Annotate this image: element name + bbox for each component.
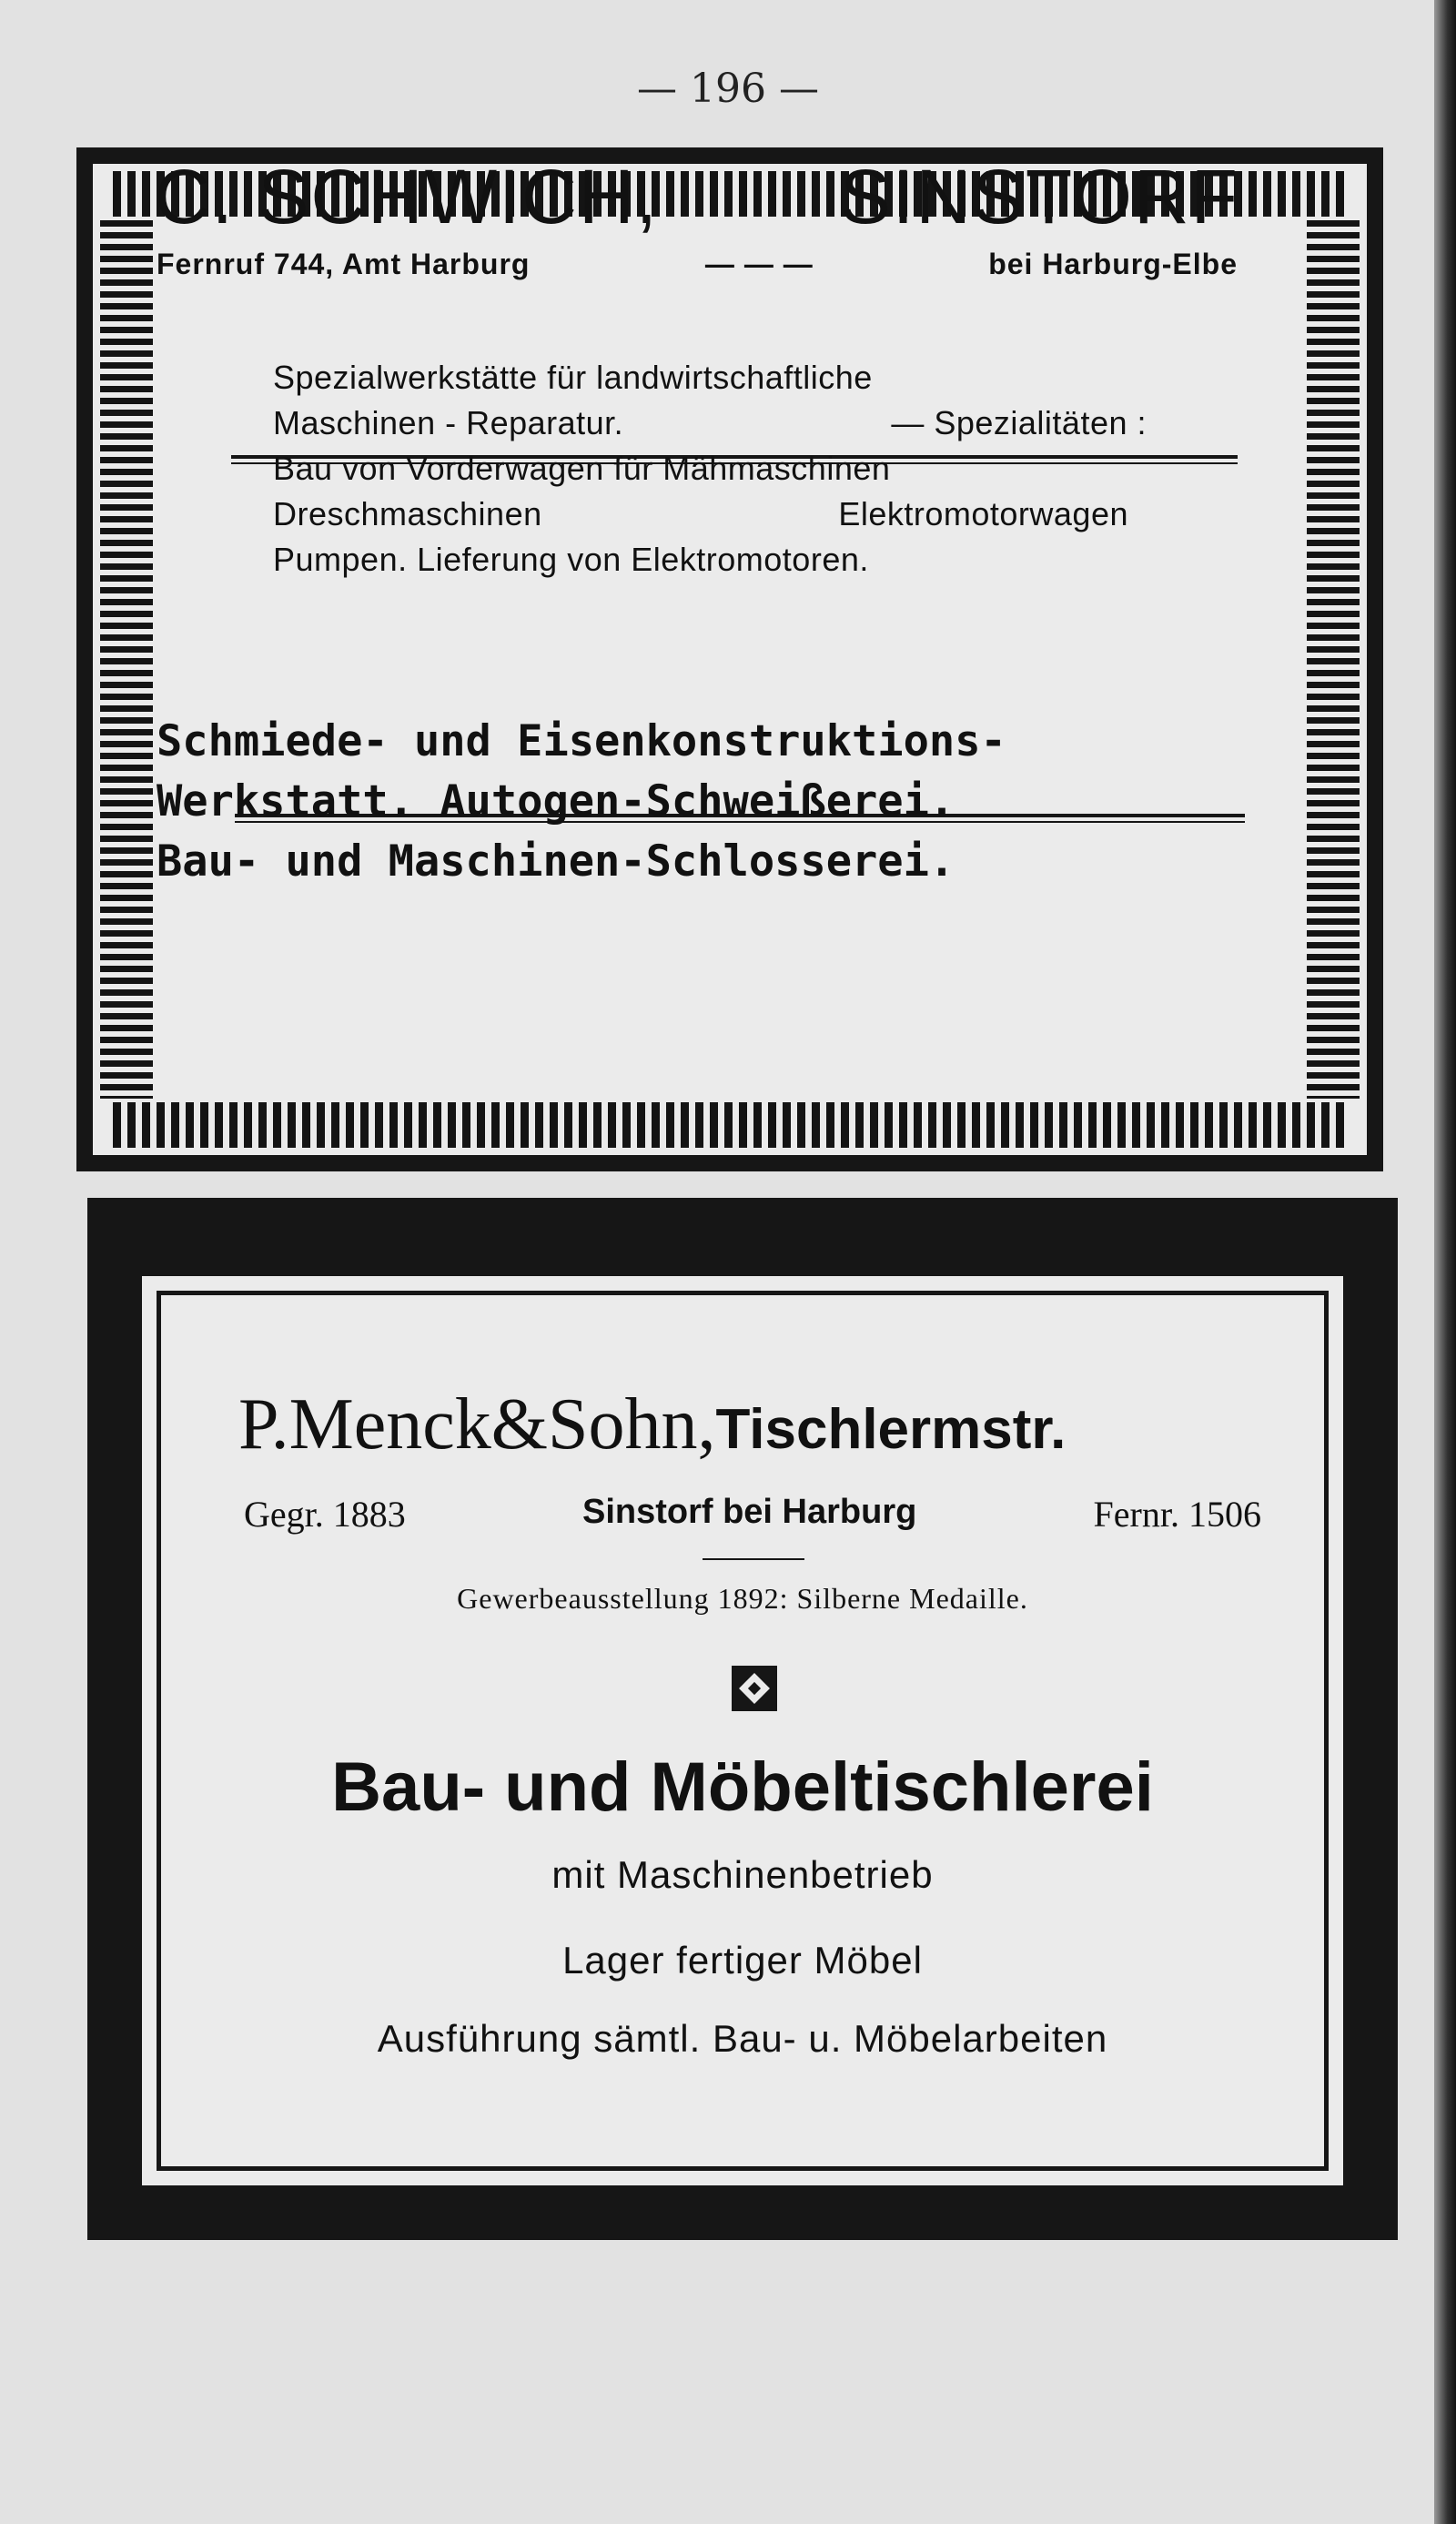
ad2-trade-heading: Bau- und Möbeltischlerei	[331, 1749, 1154, 1826]
diamond-ornament-icon	[732, 1666, 777, 1711]
ad2-name-main: P.Menck&Sohn,	[238, 1384, 716, 1465]
hatched-border-right	[1307, 220, 1360, 1099]
ad1-desc-line: Dreschmaschinen Elektromotorwagen	[273, 495, 1128, 532]
ad-content-area	[167, 222, 1292, 1097]
page-number: — 196 —	[637, 66, 819, 112]
ad1-desc-line: Maschinen - Reparatur. — Spezialitäten :	[273, 404, 1147, 441]
ad1-name-left: C. SCHWICH,	[155, 154, 659, 239]
ad2-detail-line: Lager fertiger Möbel	[562, 1939, 923, 1982]
ad-border-inner	[93, 164, 1367, 1155]
advertisement-menck	[87, 1214, 1398, 2240]
page-edge	[1434, 0, 1456, 2524]
ad2-top-bar	[87, 1198, 1398, 1214]
ad1-works-line: Bau- und Maschinen-Schlosserei.	[157, 836, 956, 887]
ad2-founded: Gegr. 1883	[244, 1494, 406, 1535]
ad1-works-line: Werkstatt. Autogen-Schweißerei.	[157, 776, 956, 826]
ad1-description	[273, 355, 1183, 583]
ad1-phone: Fernruf 744, Amt Harburg	[157, 248, 531, 280]
ad1-works-line: Schmiede- und Eisenkonstruktions-	[157, 716, 1006, 766]
ad1-contact-line	[157, 248, 1238, 281]
advertisement-schwich	[76, 147, 1383, 1171]
ad1-desc-line: Bau von Vorderwagen für Mähmaschinen	[273, 450, 891, 487]
ad1-name-right: SINSTORF	[839, 154, 1239, 239]
ad2-company-name	[238, 1384, 1066, 1466]
ad2-detail-line: mit Maschinenbetrieb	[551, 1853, 934, 1896]
ad2-short-rule	[703, 1558, 804, 1560]
ad2-name-trade: Tischlermstr.	[715, 1398, 1067, 1461]
ad1-workshops	[157, 712, 1294, 892]
ad2-phone: Fernr. 1506	[1093, 1494, 1261, 1535]
ad2-location: Sinstorf bei Harburg	[581, 1493, 917, 1531]
ad2-award: Gewerbeausstellung 1892: Silberne Medaille.	[457, 1582, 1028, 1615]
ad2-detail-line: Ausführung sämtl. Bau- u. Möbelarbeiten	[377, 2017, 1108, 2060]
hatched-border-left	[100, 220, 153, 1099]
ad1-dashes: — — —	[704, 248, 814, 280]
ad1-location: bei Harburg-Elbe	[988, 248, 1238, 280]
ad1-company-name	[155, 153, 1239, 241]
ad1-desc-line: Pumpen. Lieferung von Elektromotoren.	[273, 541, 869, 578]
hatched-border-bottom	[113, 1102, 1347, 1148]
ad1-desc-line: Spezialwerkstätte für landwirtschaftliche	[273, 359, 873, 396]
ad2-info-line	[244, 1493, 1261, 1536]
